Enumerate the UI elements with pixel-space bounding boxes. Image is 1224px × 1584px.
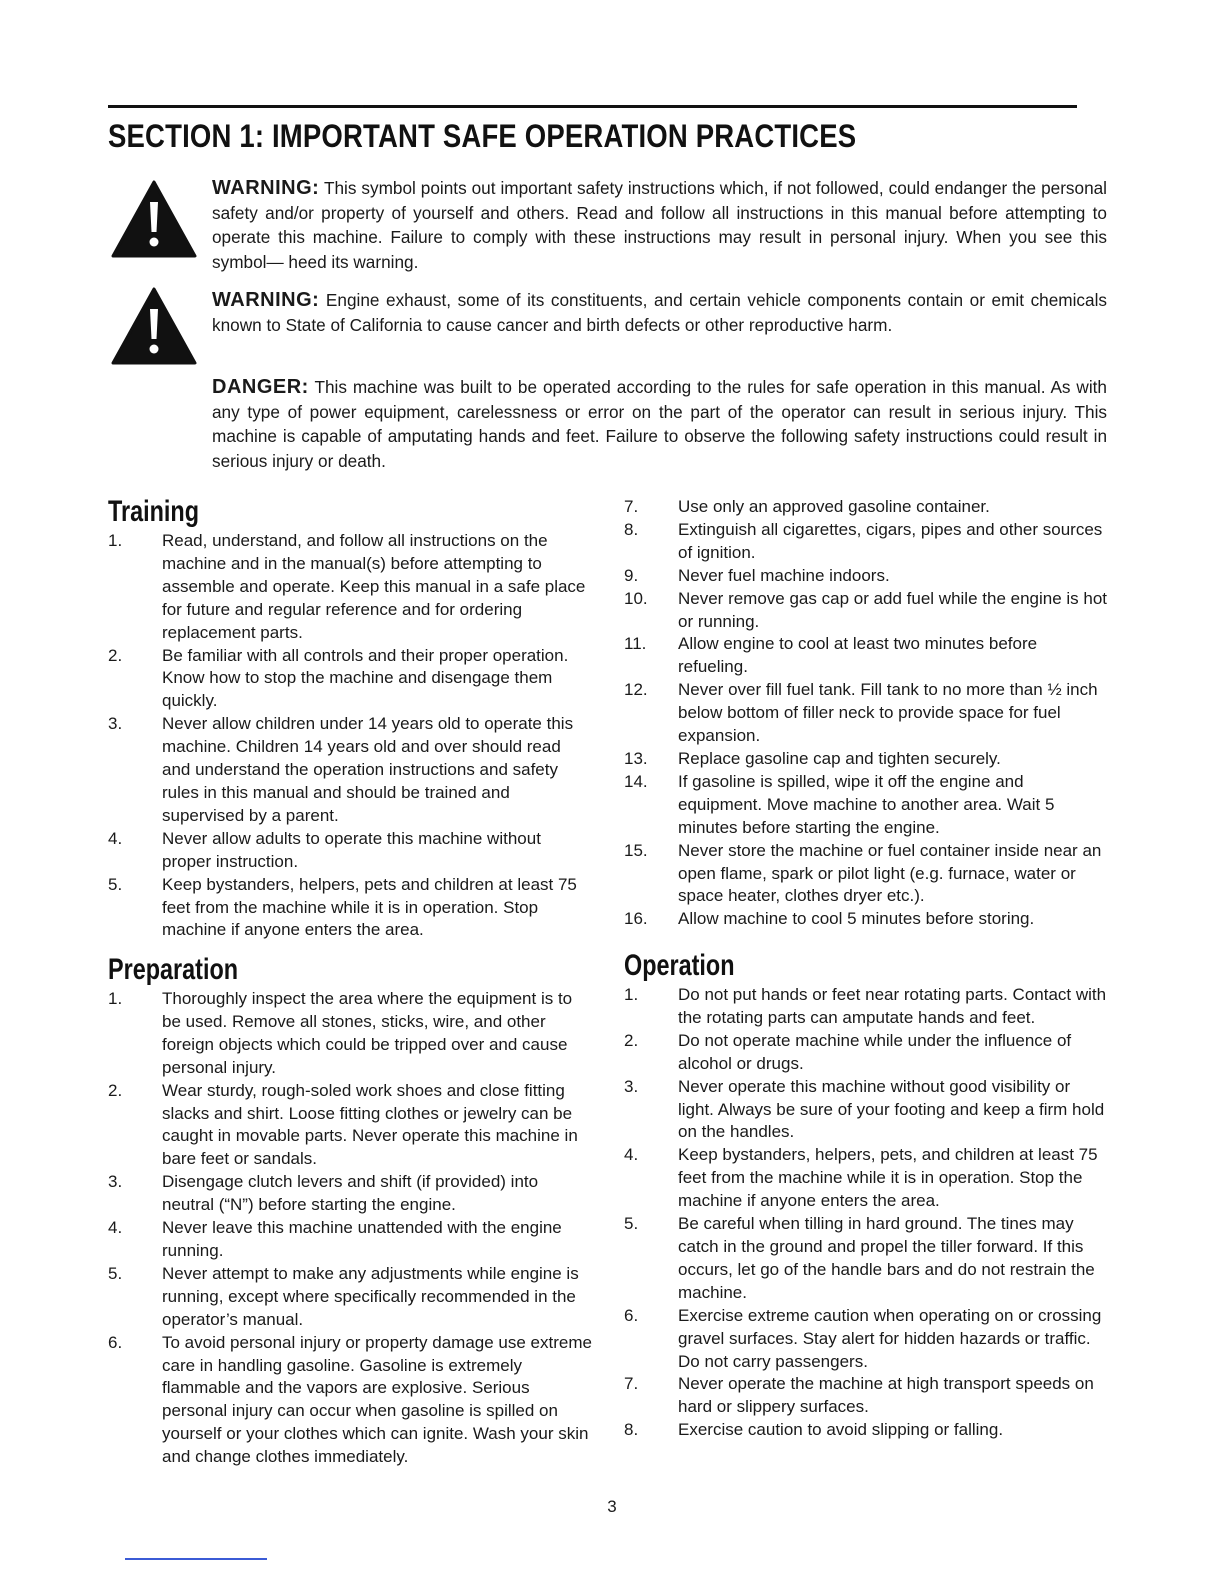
item-number: 4. [108,828,123,848]
preparation-heading: Preparation [108,953,239,986]
operation-list [624,984,1109,1442]
list-item [108,645,593,714]
list-item [108,713,593,828]
operation-heading: Operation [624,949,735,982]
item-text: Never allow adults to operate this machine without proper instruction. [162,828,541,871]
list-item [624,1030,1109,1076]
list-item [624,1305,1109,1374]
item-text: Be familiar with all controls and their proper operation. Know how to stop the machine and disengage them quickly. [162,645,569,711]
training-section [108,494,593,942]
list-item [624,771,1109,840]
notice-keyword: WARNING: [212,177,320,199]
item-number: 6. [624,1305,639,1325]
item-text: Never allow children under 14 years old to operate this machine. Children 14 years old and over should read and understand the operation instructions and safety rules in this manual and should be trained and supervised by a parent. [162,714,574,825]
list-item [624,1144,1109,1213]
item-number: 1. [624,985,639,1004]
warning-triangle-icon [111,180,197,258]
item-text: Keep bystanders, helpers, pets and children at least 75 feet from the machine while it is in operation. Stop machine if anyone enters the area. [162,874,577,940]
item-text: If gasoline is spilled, wipe it off the engine and equipment. Move machine to another area. Wait 5 minutes before starting the engine. [678,771,1055,837]
item-number: 2. [624,1030,639,1050]
item-number: 1. [108,531,123,550]
item-text: Never remove gas cap or add fuel while the engine is hot or running. [678,588,1108,631]
warning-triangle-icon [111,287,197,365]
item-number: 6. [108,1332,123,1352]
item-text: Never over fill fuel tank. Fill tank to no more than ½ inch below bottom of filler neck to provide space for fuel expansion. [678,680,1098,746]
list-item [624,565,1109,588]
notice-keyword: DANGER: [212,376,309,398]
item-text: To avoid personal injury or property damage use extreme care in handling gasoline. Gasoline is extremely flammable and the vapors are explosive. Serious personal injury can occur when gasoline is spilled on yourself or your clothes which can ignite. Wash your skin and change clothes immediately. [162,1332,592,1467]
item-number: 13. [624,748,648,768]
item-text: Do not operate machine while under the influence of alcohol or drugs. [678,1030,1072,1073]
item-number: 5. [108,874,123,894]
item-number: 5. [108,1263,123,1283]
preparation-continued-list [624,496,1109,931]
page-number: 3 [607,1497,617,1516]
training-heading: Training [108,495,200,528]
list-item [108,530,593,645]
item-number: 3. [108,714,123,734]
list-item [624,1213,1109,1305]
notice-text: This symbol points out important safety instructions which, if not followed, could endanger the personal safety and/or property of yourself and others. Read and follow all instructions in this manual before attempting to operate this machine. Failure to comply with these instructions may result in personal injury. When you see this symbol— heed its warning. [212,178,1108,272]
notice-text: Engine exhaust, some of its constituents, and certain vehicle components contain or emit chemicals known to State of California to cause cancer and birth defects or other reproductive harm. [212,290,1107,335]
item-text: Never leave this machine unattended with the engine running. [162,1218,562,1260]
item-number: 8. [624,1420,639,1440]
item-text: Replace gasoline cap and tighten securely. [678,748,1001,768]
item-text: Read, understand, and follow all instructions on the machine and in the manual(s) before attempting to assemble and operate. Keep this manual in a safe place for future and regular reference and for ordering replacement parts. [162,531,586,642]
warning-notice-2 [212,288,1107,337]
item-number: 7. [624,497,639,516]
list-item [624,679,1109,748]
item-text: Be careful when tilling in hard ground. The tines may catch in the ground and propel the tiller forward. If this occurs, let go of the handle bars and do not restrain the machine. [678,1214,1095,1302]
list-item [108,988,593,1080]
item-text: Use only an approved gasoline container. [678,497,990,516]
preparation-section [108,952,593,1469]
list-item [108,1080,593,1172]
item-text: Allow engine to cool at least two minutes before refueling. [678,634,1038,677]
list-item [624,588,1109,634]
item-number: 8. [624,519,639,539]
danger-notice [212,375,1107,473]
list-item [108,1332,593,1469]
item-text: Never operate this machine without good visibility or light. Always be sure of your footing and keep a firm hold on the handles. [678,1076,1105,1142]
item-number: 2. [108,1080,123,1100]
item-text: Wear sturdy, rough-soled work shoes and close fitting slacks and shirt. Loose fitting clothes or jewelry can be caught in movable parts. Never operate this machine in bare feet or sandals. [162,1080,578,1169]
item-number: 9. [624,565,639,585]
item-number: 15. [624,840,648,860]
item-number: 16. [624,909,648,929]
list-item [624,984,1109,1030]
item-number: 14. [624,771,648,791]
item-number: 3. [108,1172,123,1192]
item-number: 3. [624,1076,639,1096]
item-text: Never attempt to make any adjustments while engine is running, except where specifically recommended in the operator’s manual. [162,1263,579,1329]
notice-keyword: WARNING: [212,289,320,311]
item-text: Exercise extreme caution when operating on or crossing gravel surfaces. Stay alert for hidden hazards or traffic. Do not carry passengers. [678,1305,1102,1371]
item-number: 10. [624,588,648,608]
warning-notice-1 [212,176,1107,274]
training-list [108,530,593,942]
list-item [624,908,1109,931]
item-text: Never store the machine or fuel container inside near an open flame, spark or pilot light (e.g. furnace, water or space heater, clothes dryer etc.). [678,840,1102,906]
item-text: Keep bystanders, helpers, pets, and children at least 75 feet from the machine while it is in operation. Stop the machine if anyone enters the area. [678,1145,1098,1211]
list-item [108,1263,593,1332]
list-item [108,1217,593,1263]
footer-line [125,1558,267,1560]
item-number: 5. [624,1214,639,1234]
operation-section [624,948,1109,1442]
list-item [624,1373,1109,1419]
item-text: Thoroughly inspect the area where the equipment is to be used. Remove all stones, sticks, wire, and other foreign objects which could be tripped over and cause personal injury. [162,989,573,1077]
item-text: Never fuel machine indoors. [678,565,890,585]
preparation-list [108,988,593,1469]
list-item [624,519,1109,565]
list-item [108,874,593,943]
header-rule [108,105,1077,108]
item-number: 4. [108,1218,123,1238]
item-number: 11. [624,634,647,654]
preparation-continued-section [624,496,1109,931]
section-title: SECTION 1: IMPORTANT SAFE OPERATION PRACTICES [108,118,857,154]
item-number: 7. [624,1374,639,1394]
item-text: Disengage clutch levers and shift (if provided) into neutral (“N”) before starting the engine. [162,1172,539,1215]
list-item [624,840,1109,909]
list-item [624,1419,1109,1442]
list-item [624,633,1109,679]
item-text: Do not put hands or feet near rotating parts. Contact with the rotating parts can amputate hands and feet. [678,985,1107,1027]
list-item [624,748,1109,771]
item-text: Exercise caution to avoid slipping or falling. [678,1420,1004,1440]
item-number: 1. [108,989,123,1008]
item-number: 4. [624,1145,639,1165]
item-text: Never operate the machine at high transport speeds on hard or slippery surfaces. [678,1374,1094,1417]
item-text: Allow machine to cool 5 minutes before storing. [678,909,1035,929]
item-text: Extinguish all cigarettes, cigars, pipes and other sources of ignition. [678,519,1103,562]
item-number: 2. [108,645,123,665]
notice-text: This machine was built to be operated according to the rules for safe operation in this manual. As with any type of power equipment, carelessness or error on the part of the operator can result in serious injury. This machine is capable of amputating hands and feet. Failure to observe the following safety instructions could result in serious injury or death. [212,377,1107,471]
list-item [624,496,1109,519]
item-number: 12. [624,680,648,700]
list-item [108,828,593,874]
list-item [624,1076,1109,1145]
list-item [108,1171,593,1217]
